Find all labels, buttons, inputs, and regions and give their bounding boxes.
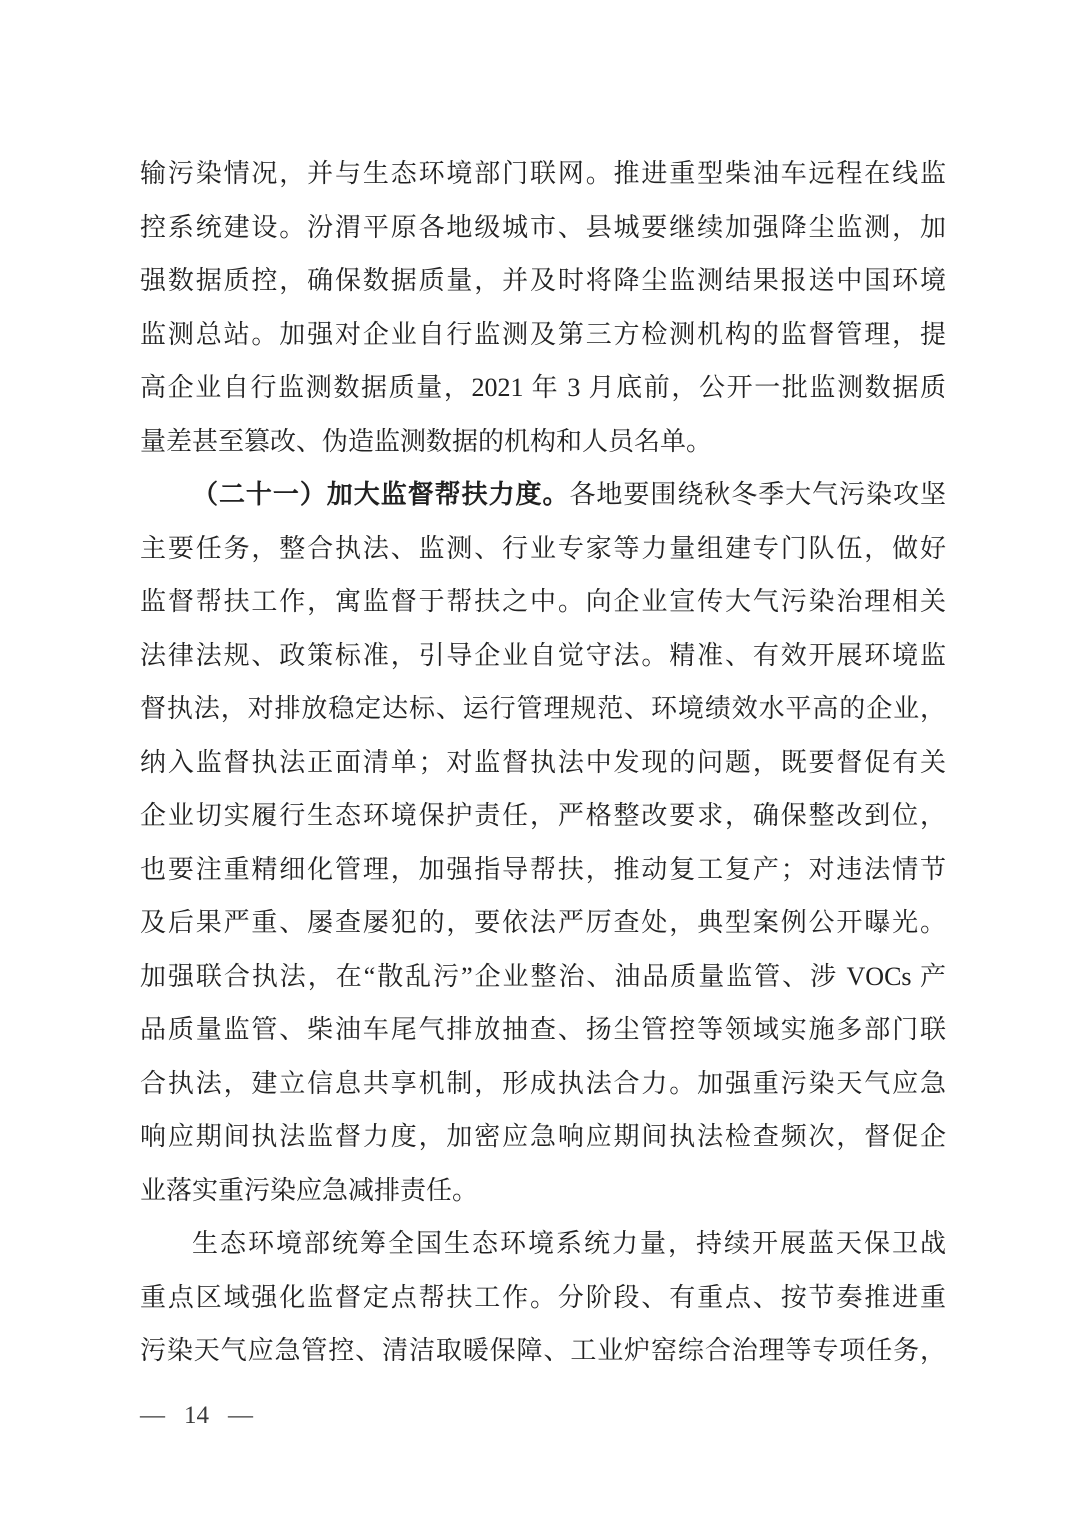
text-line xyxy=(140,896,946,950)
text-line xyxy=(140,736,946,790)
text-segment: 各地要围绕秋冬季大气污染攻坚 xyxy=(569,480,946,509)
text-line xyxy=(140,1271,946,1325)
text-line xyxy=(140,682,946,736)
text-segment: 响应期间执法监督力度，加密应急响应期间执法检查频次，督促企 xyxy=(140,1122,946,1151)
text-segment: 纳入监督执法正面清单；对监督执法中发现的问题，既要督促有关 xyxy=(140,747,946,777)
text-segment: 合执法，建立信息共享机制，形成执法合力。加强重污染天气应急 xyxy=(140,1068,946,1098)
text-line xyxy=(140,1110,946,1164)
footer-right-dash: — xyxy=(228,1402,253,1429)
text-line xyxy=(140,522,946,576)
section-heading: （二十一）加大监督帮扶力度。 xyxy=(192,480,570,509)
text-line xyxy=(140,1217,946,1271)
text-line xyxy=(140,1324,946,1378)
text-line xyxy=(140,1164,946,1218)
page-footer xyxy=(140,1396,253,1436)
text-line xyxy=(140,843,946,897)
text-segment: 主要任务，整合执法、监测、行业专家等力量组建专门队伍，做好 xyxy=(140,533,946,563)
document-body xyxy=(140,147,946,1378)
text-segment: 加强联合执法，在“散乱污”企业整治、油品质量监管、涉 VOCs 产 xyxy=(140,961,946,991)
text-line xyxy=(140,415,946,469)
text-segment: 重点区域强化监督定点帮扶工作。分阶段、有重点、按节奏推进重 xyxy=(140,1282,946,1312)
text-line xyxy=(140,361,946,415)
text-segment: 监测总站。加强对企业自行监测及第三方检测机构的监督管理，提 xyxy=(140,319,946,349)
text-line xyxy=(140,1057,946,1111)
text-segment: 督执法，对排放稳定达标、运行管理规范、环境绩效水平高的企业， xyxy=(140,694,946,723)
text-line xyxy=(140,1003,946,1057)
text-segment: 品质量监管、柴油车尾气排放抽查、扬尘管控等领域实施多部门联 xyxy=(140,1015,946,1044)
text-line xyxy=(140,147,946,201)
text-segment: 量差甚至篡改、伪造监测数据的机构和人员名单。 xyxy=(140,426,713,456)
text-segment: 控系统建设。汾渭平原各地级城市、县城要继续加强降尘监测，加 xyxy=(140,212,946,242)
text-segment: 污染天气应急管控、清洁取暖保障、工业炉窑综合治理等专项任务， xyxy=(140,1336,946,1365)
text-segment: 高企业自行监测数据质量，2021 年 3 月底前，公开一批监测数据质 xyxy=(140,373,946,402)
page-number: 14 xyxy=(184,1402,209,1429)
text-segment: 生态环境部统筹全国生态环境系统力量，持续开展蓝天保卫战 xyxy=(192,1229,946,1258)
text-line xyxy=(140,575,946,629)
text-segment: 输污染情况，并与生态环境部门联网。推进重型柴油车远程在线监 xyxy=(140,159,946,188)
text-segment: 法律法规、政策标准，引导企业自觉守法。精准、有效开展环境监 xyxy=(140,640,946,670)
text-segment: 业落实重污染应急减排责任。 xyxy=(140,1175,479,1205)
text-line xyxy=(140,789,946,843)
text-line xyxy=(140,629,946,683)
text-line xyxy=(140,308,946,362)
text-line xyxy=(140,254,946,308)
text-line xyxy=(140,468,946,522)
text-segment: 监督帮扶工作，寓监督于帮扶之中。向企业宣传大气污染治理相关 xyxy=(140,587,946,616)
text-segment: 强数据质控，确保数据质量，并及时将降尘监测结果报送中国环境 xyxy=(140,266,946,295)
footer-left-dash: — xyxy=(140,1402,165,1429)
text-line xyxy=(140,201,946,255)
text-line xyxy=(140,950,946,1004)
text-segment: 企业切实履行生态环境保护责任，严格整改要求，确保整改到位， xyxy=(140,801,946,830)
text-segment: 及后果严重、屡查屡犯的，要依法严厉查处，典型案例公开曝光。 xyxy=(140,908,946,937)
text-segment: 也要注重精细化管理，加强指导帮扶，推动复工复产；对违法情节 xyxy=(140,854,946,884)
